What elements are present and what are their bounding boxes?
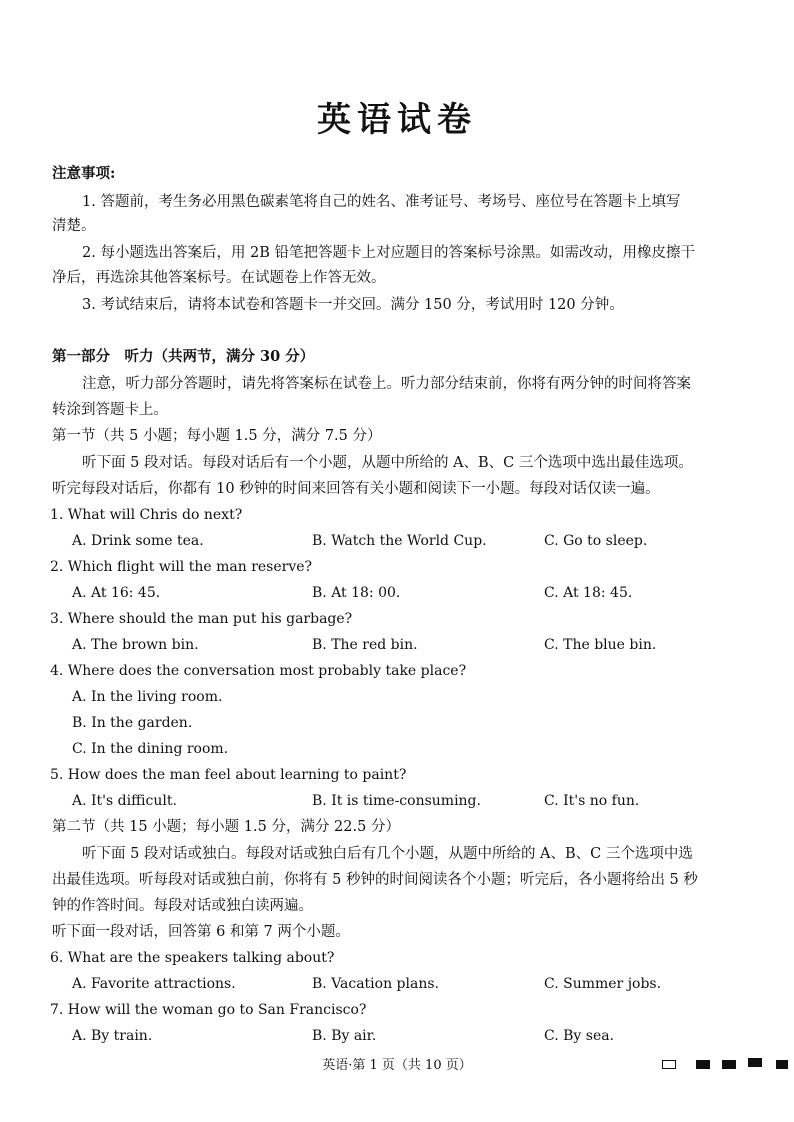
q5-option-b: B. It is time-consuming.: [312, 793, 481, 809]
part1-heading: 第一部分 听力（共两节，满分 30 分）: [52, 348, 315, 365]
q4-option-c: C. In the dining room.: [72, 741, 229, 757]
section2-instr-line-1: 听下面 5 段对话或独白。每段对话或独白后有几个小题，从题中所给的 A、B、C 三个选项中选: [82, 846, 693, 862]
q5-option-c: C. It's no fun.: [544, 793, 640, 809]
notice-item-1: 1. 答题前，考生务必用黑色碳素笔将自己的姓名、准考证号、考场号、座位号在答题卡上填写: [82, 194, 681, 210]
q7-option-c: C. By sea.: [544, 1028, 615, 1044]
question-6: 6. What are the speakers talking about?: [50, 950, 335, 966]
q5-option-a: A. It's difficult.: [72, 793, 177, 809]
q1-option-a: A. Drink some tea.: [72, 533, 204, 549]
section1-heading: 第一节（共 5 小题；每小题 1.5 分，满分 7.5 分）: [52, 428, 382, 444]
part1-note-line-1: 注意，听力部分答题时，请先将答案标在试卷上。听力部分结束前，你将有两分钟的时间将答案: [82, 376, 691, 392]
q3-option-c: C. The blue bin.: [544, 637, 657, 653]
question-7: 7. How will the woman go to San Francisco?: [50, 1002, 367, 1018]
q4-option-b: B. In the garden.: [72, 715, 193, 731]
notice-item-1-cont: 清楚。: [52, 218, 96, 234]
scan-mark-filled: [748, 1058, 762, 1067]
notice-item-2: 2. 每小题选出答案后，用 2B 铅笔把答题卡上对应题目的答案标号涂黑。如需改动，用橡皮擦干: [82, 245, 696, 261]
section1-instr-line-1: 听下面 5 段对话。每段对话后有一个小题，从题中所给的 A、B、C 三个选项中选出最佳选项。: [82, 455, 693, 471]
page-title: 英语试卷: [317, 100, 477, 140]
q7-option-a: A. By train.: [72, 1028, 153, 1044]
q2-option-b: B. At 18: 00.: [312, 585, 401, 601]
notice-item-2-cont: 净后，再选涂其他答案标号。在试题卷上作答无效。: [52, 270, 386, 286]
section2-instr-line-2: 出最佳选项。听每段对话或独白前，你将有 5 秒钟的时间阅读各个小题；听完后，各小题将给出 5 秒: [52, 872, 698, 888]
q6-option-c: C. Summer jobs.: [544, 976, 662, 992]
section1-instr-line-2: 听完每段对话后，你都有 10 秒钟的时间来回答有关小题和阅读下一小题。每段对话仅读一遍。: [52, 481, 660, 497]
q1-option-b: B. Watch the World Cup.: [312, 533, 487, 549]
scan-mark-open: [662, 1060, 676, 1069]
q6-option-a: A. Favorite attractions.: [72, 976, 236, 992]
page-footer: 英语·第 1 页（共 10 页）: [322, 1058, 472, 1073]
part1-note-line-2: 转涂到答题卡上。: [52, 402, 168, 418]
notice-heading: 注意事项:: [52, 165, 116, 182]
scan-mark-filled: [722, 1060, 736, 1069]
q1-option-c: C. Go to sleep.: [544, 533, 648, 549]
q2-option-a: A. At 16: 45.: [72, 585, 161, 601]
question-1: 1. What will Chris do next?: [50, 507, 243, 523]
q2-option-c: C. At 18: 45.: [544, 585, 633, 601]
q3-option-b: B. The red bin.: [312, 637, 418, 653]
section2-instr-line-3: 钟的作答时间。每段对话或独白读两遍。: [52, 898, 313, 914]
q3-option-a: A. The brown bin.: [72, 637, 199, 653]
q6-option-b: B. Vacation plans.: [312, 976, 439, 992]
q4-option-a: A. In the living room.: [72, 689, 223, 705]
section2-sub-instruction: 听下面一段对话，回答第 6 和第 7 两个小题。: [52, 924, 350, 940]
scan-mark-filled: [696, 1060, 710, 1069]
question-4: 4. Where does the conversation most probably take place?: [50, 663, 467, 679]
notice-item-3: 3. 考试结束后，请将本试卷和答题卡一并交回。满分 150 分，考试用时 120 分钟。: [82, 297, 624, 313]
q7-option-b: B. By air.: [312, 1028, 377, 1044]
question-3: 3. Where should the man put his garbage?: [50, 611, 353, 627]
question-2: 2. Which flight will the man reserve?: [50, 559, 313, 575]
question-5: 5. How does the man feel about learning to paint?: [50, 767, 407, 783]
section2-heading: 第二节（共 15 小题；每小题 1.5 分，满分 22.5 分）: [52, 819, 400, 835]
scan-mark-filled: [776, 1060, 788, 1069]
